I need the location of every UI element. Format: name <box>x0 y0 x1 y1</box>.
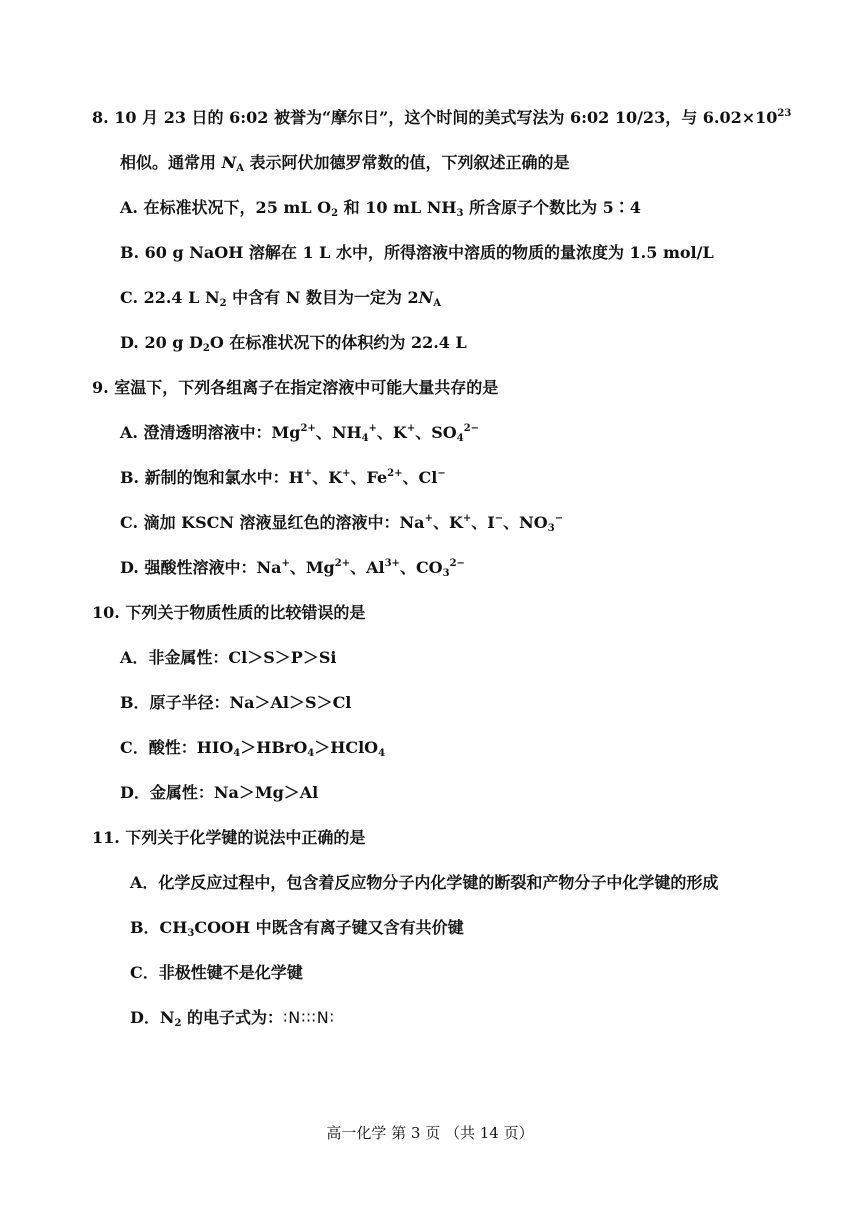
q11-option-d <box>130 1008 335 1028</box>
sub: 4 <box>378 748 386 759</box>
q8-stem-text: 10 月 23 日的 6:02 被誉为“摩尔日”，这个时间的美式写法为 6:02 10/23，与 6.02×10 <box>114 108 778 127</box>
text: 、I <box>471 513 495 532</box>
sub: 2 <box>219 298 227 309</box>
sup: + <box>281 558 290 569</box>
q11-option-b <box>130 918 464 938</box>
sup: + <box>424 513 433 524</box>
text: C．酸性：HIO <box>120 738 234 757</box>
text: 、K <box>312 468 343 487</box>
q9-option-b <box>120 468 446 488</box>
text: C. 滴加 KSCN 溶液显红色的溶液中：Na <box>120 513 425 532</box>
q8-stem-part: 表示阿伏加德罗常数的值，下列叙述正确的是 <box>243 153 570 172</box>
text: 、SO <box>415 423 457 442</box>
q8-stem-sup: 23 <box>777 108 792 119</box>
q8-option-b: B. 60 g NaOH 溶解在 1 L 水中，所得溶液中溶质的物质的量浓度为 1.5 mol/L <box>120 243 714 262</box>
sup: 2− <box>449 558 465 569</box>
sup: + <box>303 468 313 479</box>
sup: + <box>462 513 472 524</box>
text: 、NH <box>315 423 362 442</box>
sup: 2+ <box>300 423 316 434</box>
sub: 3 <box>187 928 195 939</box>
sub: 4 <box>307 748 315 759</box>
sup: + <box>368 423 377 434</box>
q11-stem: 11. 下列关于化学键的说法中正确的是 <box>92 828 366 847</box>
q10-option-a: A．非金属性：Cl＞S＞P＞Si <box>120 648 337 667</box>
q8-sub: A <box>236 163 244 174</box>
q10-option-b: B．原子半径：Na＞Al＞S＞Cl <box>120 693 352 712</box>
q10-option-d: D．金属性：Na＞Mg＞Al <box>120 783 319 802</box>
sup: − <box>494 513 504 524</box>
sup: + <box>406 423 416 434</box>
electron-formula: ∶N∶∶∶N∶ <box>283 1008 335 1027</box>
text: 所含原子个数比为 5∶4 <box>463 198 641 217</box>
text: 的电子式为： <box>181 1008 284 1027</box>
text: 中含有 N 数目为一定为 2 <box>226 288 419 307</box>
sup: 2− <box>463 423 480 434</box>
text: 和 10 mL NH <box>338 198 457 217</box>
var: N <box>418 288 434 307</box>
text: A. 澄清透明溶液中：Mg <box>120 423 301 442</box>
q8-option-c <box>120 288 441 308</box>
sub: 3 <box>456 208 464 219</box>
sub: 3 <box>442 568 450 579</box>
q8-stem-line1 <box>92 108 791 128</box>
sup: 2+ <box>334 558 351 569</box>
q9-option-a <box>120 423 479 443</box>
text: 、NO <box>503 513 548 532</box>
q8-stem-line2 <box>120 153 570 173</box>
q11-option-c: C．非极性键不是化学键 <box>130 963 303 982</box>
text: 、K <box>432 513 463 532</box>
text: ＞HClO <box>314 738 379 757</box>
sub: 4 <box>456 433 464 444</box>
sub: 2 <box>174 1018 182 1029</box>
q9-option-d <box>120 558 465 578</box>
text: 、CO <box>399 558 443 577</box>
sup: + <box>342 468 351 479</box>
q8-option-a <box>120 198 641 218</box>
sup: 3+ <box>384 558 400 569</box>
text: D. 强酸性溶液中：Na <box>120 558 282 577</box>
text: C. 22.4 L N <box>120 288 220 307</box>
text: D．N <box>130 1008 175 1027</box>
q11-option-a: A．化学反应过程中，包含着反应物分子内化学键的断裂和产物分子中化学键的形成 <box>130 873 719 892</box>
text: 、K <box>376 423 407 442</box>
text: D. 20 g D <box>120 333 203 352</box>
q8-option-d <box>120 333 467 353</box>
text: 、Fe <box>350 468 388 487</box>
q8-number: 8. <box>92 108 109 127</box>
sup: − <box>554 513 564 524</box>
text: 、Al <box>350 558 385 577</box>
q9-stem: 9. 室温下，下列各组离子在指定溶液中可能大量共存的是 <box>92 378 499 397</box>
text: ＞HBrO <box>240 738 308 757</box>
sup: − <box>437 468 446 479</box>
sub: 4 <box>233 748 241 759</box>
text: 、Cl <box>402 468 438 487</box>
sub: 3 <box>547 523 555 534</box>
sub: A <box>433 298 441 309</box>
text: O 在标准状况下的体积约为 22.4 L <box>209 333 467 352</box>
text: 、Mg <box>289 558 335 577</box>
q8-var: N <box>221 153 237 172</box>
page-footer: 高一化学 第 3 页 （共 14 页） <box>326 1124 534 1142</box>
q8-stem-part: 相似。通常用 <box>120 153 222 172</box>
text: B. 新制的饱和氯水中：H <box>120 468 304 487</box>
q9-option-c <box>120 513 563 533</box>
q10-option-c <box>120 738 385 758</box>
sub: 4 <box>361 433 369 444</box>
sup: 2+ <box>387 468 403 479</box>
text: B．CH <box>130 918 188 937</box>
text: A. 在标准状况下，25 mL O <box>120 198 332 217</box>
text: COOH 中既含有离子键又含有共价键 <box>194 918 464 937</box>
sub: 2 <box>331 208 339 219</box>
sub: 2 <box>202 343 210 354</box>
q10-stem: 10. 下列关于物质性质的比较错误的是 <box>92 603 366 622</box>
